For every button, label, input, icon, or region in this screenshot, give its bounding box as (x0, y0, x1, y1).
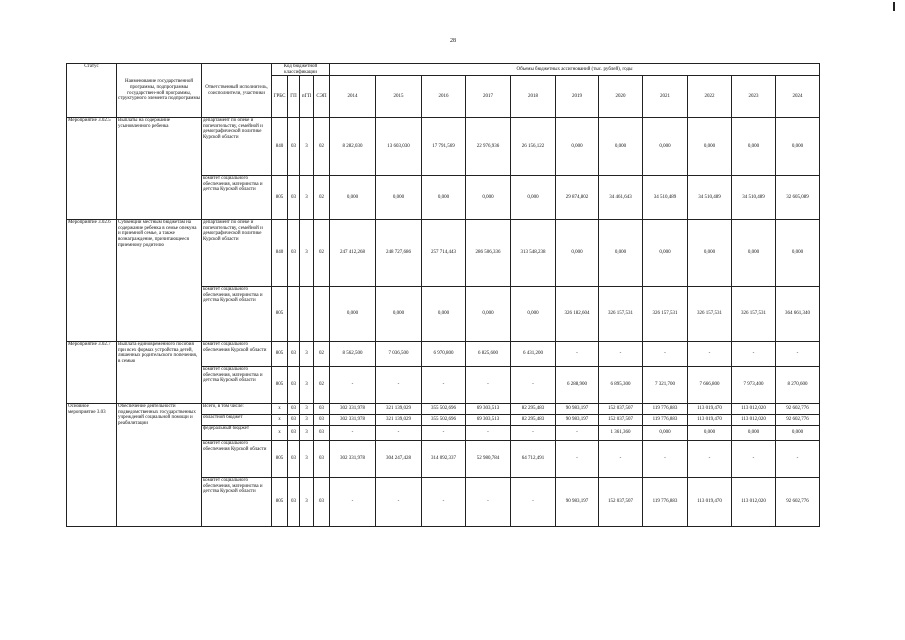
amount-cell: - (466, 426, 511, 441)
code-cell: 3 (300, 404, 314, 415)
responsible-cell: федеральный бюджет (202, 426, 272, 441)
amount-cell: 0,000 (776, 426, 820, 441)
header-year: 2021 (643, 76, 688, 118)
amount-cell: 7 321,700 (643, 367, 688, 404)
amount-cell: 90 983,197 (556, 415, 599, 426)
header-status: Статус (67, 64, 117, 118)
amount-cell: - (643, 441, 688, 478)
code-cell: х (272, 415, 288, 426)
code-cell: 805 (272, 441, 288, 478)
amount-cell: - (556, 441, 599, 478)
program-name-cell: Выплата единовременного пособия при всех формах устройства детей, лишенных родительского попечения, в семью (117, 342, 202, 404)
amount-cell: 302 331,978 (330, 441, 376, 478)
code-cell: 3 (300, 367, 314, 404)
responsible-cell: комитет социального обеспечения Курской области (202, 342, 272, 367)
amount-cell: - (599, 342, 643, 367)
amount-cell: 6 895,300 (599, 367, 643, 404)
code-cell: 03 (314, 426, 330, 441)
header-gp: ГП (288, 76, 300, 118)
amount-cell: 0,000 (599, 220, 643, 287)
code-cell: 3 (300, 220, 314, 287)
amount-cell: 7 666,800 (688, 367, 732, 404)
amount-cell: 22 976,936 (466, 118, 511, 176)
responsible-cell: комитет социального обеспечения, материнства и детства Курской области (202, 287, 272, 342)
amount-cell: 0,000 (466, 287, 511, 342)
amount-cell: - (422, 426, 466, 441)
code-cell: 840 (272, 118, 288, 176)
corner-mark (893, 2, 895, 11)
header-sep: СЭП (314, 76, 330, 118)
header-year: 2015 (376, 76, 422, 118)
amount-cell: 26 156,122 (511, 118, 556, 176)
code-cell: 03 (288, 220, 300, 287)
amount-cell: 34 510,489 (688, 176, 732, 220)
header-year: 2019 (556, 76, 599, 118)
amount-cell: 326 157,531 (732, 287, 776, 342)
amount-cell: 92 602,776 (776, 404, 820, 415)
amount-cell: 8 282,030 (330, 118, 376, 176)
amount-cell: 286 506,336 (466, 220, 511, 287)
header-responsible: Ответственный исполнитель, соисполнители, участники (202, 64, 272, 118)
code-cell: 3 (300, 118, 314, 176)
amount-cell: 69 303,513 (466, 415, 511, 426)
amount-cell: 92 602,776 (776, 478, 820, 527)
amount-cell: 0,000 (511, 176, 556, 220)
table-row (67, 342, 820, 367)
amount-cell: 64 712,491 (511, 441, 556, 478)
amount-cell: 0,000 (732, 220, 776, 287)
amount-cell: - (556, 342, 599, 367)
amount-cell: 7 973,400 (732, 367, 776, 404)
code-cell: 03 (288, 426, 300, 441)
amount-cell: 302 331,978 (330, 404, 376, 415)
amount-cell: 13 603,030 (376, 118, 422, 176)
header-year: 2018 (511, 76, 556, 118)
amount-cell: 0,000 (556, 220, 599, 287)
amount-cell: 152 037,507 (599, 478, 643, 527)
code-cell: х (272, 404, 288, 415)
amount-cell: 29 874,802 (556, 176, 599, 220)
code-cell: 03 (314, 404, 330, 415)
responsible-cell: комитет социального обеспечения Курской области (202, 441, 272, 478)
amount-cell: - (330, 478, 376, 527)
amount-cell: - (466, 478, 511, 527)
amount-cell: 302 331,978 (330, 415, 376, 426)
amount-cell: 0,000 (511, 287, 556, 342)
status-cell: Мероприятие 3.02.6 (67, 220, 117, 342)
code-cell (288, 287, 300, 342)
amount-cell: 92 602,776 (776, 415, 820, 426)
status-cell: Основное мероприятие 3.03 (67, 404, 117, 527)
amount-cell: 32 605,089 (776, 176, 820, 220)
program-name-cell: Обеспечение деятельности подведомственных государственных учреждений социальной помощи и реабилитации (117, 404, 202, 527)
amount-cell: 0,000 (330, 176, 376, 220)
amount-cell: 321 139,029 (376, 415, 422, 426)
amount-cell: 6 431,200 (511, 342, 556, 367)
amount-cell: - (376, 478, 422, 527)
amount-cell: 90 983,197 (556, 404, 599, 415)
code-cell: 02 (314, 220, 330, 287)
amount-cell: 0,000 (732, 118, 776, 176)
code-cell: 02 (314, 342, 330, 367)
amount-cell: 0,000 (330, 287, 376, 342)
code-cell: 805 (272, 342, 288, 367)
amount-cell: 113 012,020 (732, 404, 776, 415)
responsible-cell: комитет социального обеспечения, материнства и детства Курской области (202, 478, 272, 527)
amount-cell: 321 139,029 (376, 404, 422, 415)
amount-cell: - (422, 478, 466, 527)
code-cell: х (272, 426, 288, 441)
amount-cell: - (556, 426, 599, 441)
status-cell: Мероприятие 3.02.5 (67, 118, 117, 220)
amount-cell: 113 012,020 (732, 478, 776, 527)
amount-cell: 0,000 (688, 220, 732, 287)
amount-cell: 0,000 (376, 287, 422, 342)
table-row (67, 118, 820, 176)
header-pgp: пГП (300, 76, 314, 118)
amount-cell: 0,000 (556, 118, 599, 176)
amount-cell: - (330, 426, 376, 441)
amount-cell: 0,000 (466, 176, 511, 220)
code-cell: 03 (288, 415, 300, 426)
amount-cell: 0,000 (376, 176, 422, 220)
program-name-cell: Выплаты на содержание усыновленного ребенка (117, 118, 202, 220)
amount-cell: 7 036,500 (376, 342, 422, 367)
amount-cell: 6 825,600 (466, 342, 511, 367)
amount-cell: 119 776,883 (643, 415, 688, 426)
header-volume: Объемы бюджетных ассигнований (тыс. рублей), годы (330, 64, 820, 76)
amount-cell: 17 791,569 (422, 118, 466, 176)
amount-cell: 326 157,531 (643, 287, 688, 342)
header-year: 2017 (466, 76, 511, 118)
code-cell: 3 (300, 441, 314, 478)
code-cell (300, 287, 314, 342)
amount-cell: 364 661,340 (776, 287, 820, 342)
amount-cell: - (422, 367, 466, 404)
amount-cell: 82 295,483 (511, 404, 556, 415)
code-cell: 805 (272, 176, 288, 220)
amount-cell: 34 510,489 (643, 176, 688, 220)
table-row (67, 220, 820, 287)
code-cell: 03 (314, 441, 330, 478)
amount-cell: 0,000 (643, 426, 688, 441)
code-cell: 03 (288, 441, 300, 478)
amount-cell: 52 980,784 (466, 441, 511, 478)
code-cell: 02 (314, 118, 330, 176)
code-cell: 840 (272, 220, 288, 287)
header-name: Наименование государственной программы, подпрограммы государствен-ной программы, структурного элемента подпрограммы (117, 64, 202, 118)
amount-cell: 304 247,428 (376, 441, 422, 478)
amount-cell: 113 019,470 (688, 404, 732, 415)
amount-cell: 152 037,507 (599, 404, 643, 415)
amount-cell: - (376, 367, 422, 404)
status-cell: Мероприятие 3.02.7 (67, 342, 117, 404)
responsible-cell: департамент по опеке и попечительству, семейной и демографической политике Курской области (202, 118, 272, 176)
code-cell: 3 (300, 415, 314, 426)
amount-cell: 355 502,696 (422, 415, 466, 426)
code-cell: 03 (288, 478, 300, 527)
responsible-cell: департамент по опеке и попечительству, семейной и демографической политике Курской области (202, 220, 272, 287)
header-year: 2024 (776, 76, 820, 118)
amount-cell: 0,000 (643, 220, 688, 287)
amount-cell: 247 412,268 (330, 220, 376, 287)
amount-cell: 326 157,531 (688, 287, 732, 342)
amount-cell: - (688, 441, 732, 478)
amount-cell: - (511, 478, 556, 527)
amount-cell: - (330, 367, 376, 404)
code-cell: 805 (272, 478, 288, 527)
amount-cell: 0,000 (643, 118, 688, 176)
page-number: 28 (450, 38, 456, 44)
amount-cell: - (466, 367, 511, 404)
code-cell: 03 (288, 404, 300, 415)
amount-cell: 8 562,500 (330, 342, 376, 367)
code-cell: 03 (288, 367, 300, 404)
amount-cell: 82 295,483 (511, 415, 556, 426)
amount-cell: 90 983,197 (556, 478, 599, 527)
amount-cell: 119 776,883 (643, 404, 688, 415)
amount-cell: 1 361,360 (599, 426, 643, 441)
amount-cell: - (643, 342, 688, 367)
amount-cell: - (511, 426, 556, 441)
amount-cell: 113 019,470 (688, 415, 732, 426)
amount-cell: 6 970,800 (422, 342, 466, 367)
code-cell: 03 (314, 415, 330, 426)
amount-cell: - (376, 426, 422, 441)
responsible-cell: Всего, в том числе: (202, 404, 272, 415)
code-cell: 805 (272, 287, 288, 342)
amount-cell: 326 182,604 (556, 287, 599, 342)
amount-cell: 0,000 (776, 118, 820, 176)
amount-cell: 0,000 (776, 220, 820, 287)
budget-table (66, 63, 820, 527)
code-cell: 3 (300, 426, 314, 441)
amount-cell: - (511, 367, 556, 404)
code-cell: 02 (314, 176, 330, 220)
budget-body (67, 118, 820, 527)
header-year: 2014 (330, 76, 376, 118)
amount-cell: 0,000 (688, 118, 732, 176)
amount-cell: - (688, 342, 732, 367)
amount-cell: 0,000 (422, 176, 466, 220)
amount-cell: 248 727,686 (376, 220, 422, 287)
header-year: 2022 (688, 76, 732, 118)
amount-cell: 113 012,020 (732, 415, 776, 426)
amount-cell: 8 270,600 (776, 367, 820, 404)
amount-cell: 313 548,238 (511, 220, 556, 287)
amount-cell: - (599, 441, 643, 478)
amount-cell: 152 037,507 (599, 415, 643, 426)
code-cell: 805 (272, 367, 288, 404)
amount-cell: 119 776,883 (643, 478, 688, 527)
code-cell: 03 (288, 342, 300, 367)
code-cell: 03 (288, 176, 300, 220)
amount-cell: 69 303,513 (466, 404, 511, 415)
header-year: 2023 (732, 76, 776, 118)
code-cell: 03 (288, 118, 300, 176)
code-cell: 3 (300, 478, 314, 527)
header-year: 2016 (422, 76, 466, 118)
amount-cell: 113 019,470 (688, 478, 732, 527)
header-grbs: ГРБС (272, 76, 288, 118)
amount-cell: 0,000 (599, 118, 643, 176)
header-budget-code: Код бюджетной классификации (272, 64, 330, 76)
header-year: 2020 (599, 76, 643, 118)
amount-cell: 0,000 (732, 426, 776, 441)
amount-cell: - (776, 342, 820, 367)
code-cell: 03 (314, 478, 330, 527)
amount-cell: 257 714,443 (422, 220, 466, 287)
code-cell: 3 (300, 176, 314, 220)
amount-cell: 0,000 (688, 426, 732, 441)
table-row (67, 404, 820, 415)
code-cell (314, 287, 330, 342)
program-name-cell: Субвенции местным бюджетам на содержание ребенка в семье опекуна и приемной семье, а также вознаграждение, причитающееся приемному родителю (117, 220, 202, 342)
amount-cell: 34 510,489 (732, 176, 776, 220)
amount-cell: - (732, 342, 776, 367)
responsible-cell: областной бюджет (202, 415, 272, 426)
amount-cell: - (732, 441, 776, 478)
amount-cell: 6 288,900 (556, 367, 599, 404)
amount-cell: 34 461,643 (599, 176, 643, 220)
amount-cell: 314 092,337 (422, 441, 466, 478)
code-cell: 3 (300, 342, 314, 367)
amount-cell: 326 157,531 (599, 287, 643, 342)
responsible-cell: комитет социального обеспечения, материнства и детства Курской области (202, 176, 272, 220)
responsible-cell: комитет социального обеспечения, материнства и детства Курской области (202, 367, 272, 404)
code-cell: 02 (314, 367, 330, 404)
amount-cell: - (776, 441, 820, 478)
amount-cell: 355 502,696 (422, 404, 466, 415)
amount-cell: 0,000 (422, 287, 466, 342)
